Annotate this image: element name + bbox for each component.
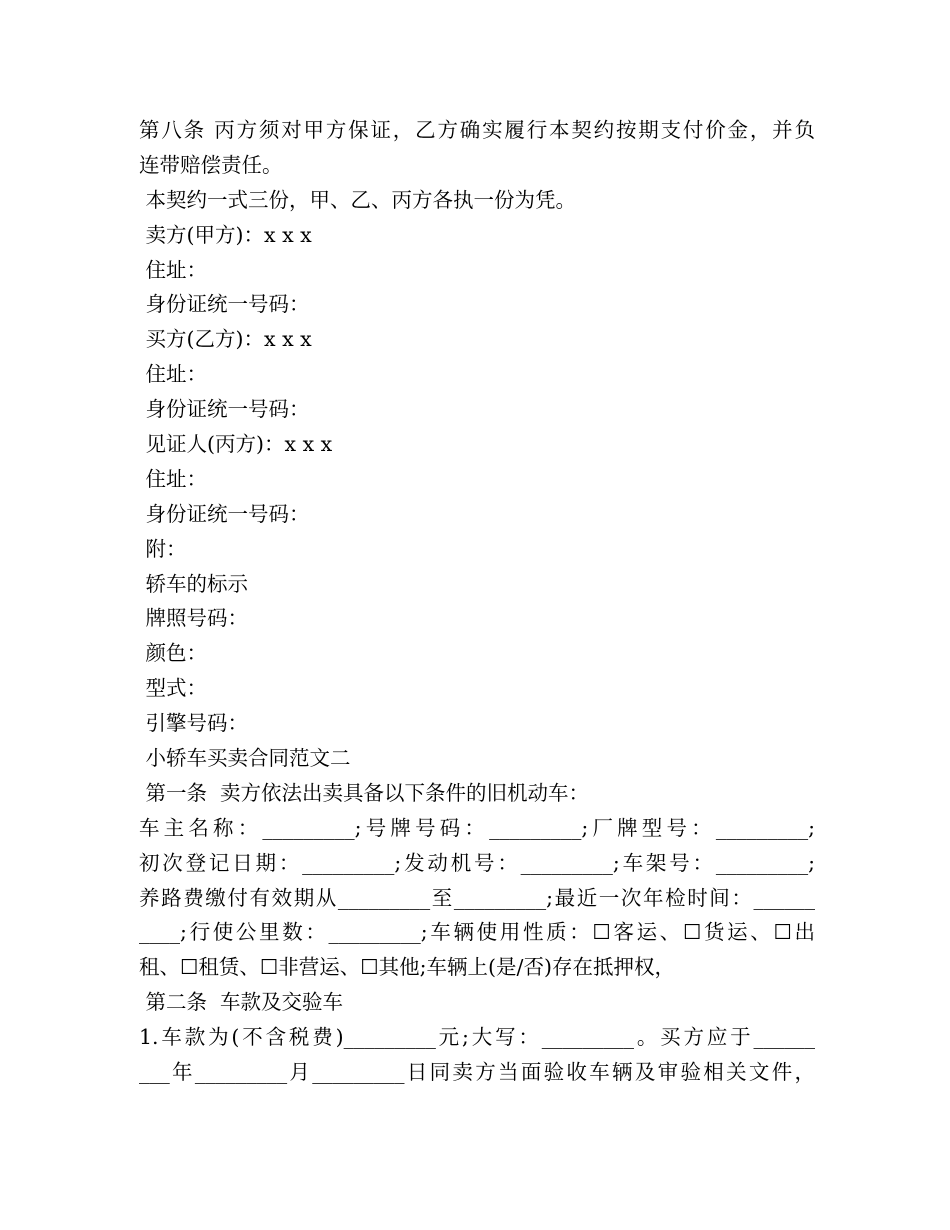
text-line: 卖方(甲方)：x x x <box>139 222 312 247</box>
text-line: 型式： <box>139 676 208 701</box>
form-line: 1.车款为(不含税费)_________元;大写：_________。买方应于______ <box>139 1025 815 1050</box>
form-line: ____;行使公里数：_________;车辆使用性质：☐客运、☐货运、☐出 <box>139 920 815 945</box>
text-line: 牌照号码： <box>139 606 249 631</box>
text-line: 身份证统一号码： <box>139 397 310 422</box>
form-line: 租、☐租赁、☐非营运、☐其他;车辆上(是/否)存在抵押权， <box>139 955 675 980</box>
text-line: 连带赔偿责任。 <box>139 152 283 177</box>
text-line: 引擎号码： <box>139 711 249 736</box>
text-line: 第二条 车款及交验车 <box>139 990 344 1015</box>
text-line: 见证人(丙方)：x x x <box>139 432 333 457</box>
text-line: 身份证统一号码： <box>139 501 310 526</box>
form-line: 车主名称：_________;号牌号码：_________;厂牌型号：_________; <box>139 815 815 840</box>
text-line: 住址： <box>139 257 208 282</box>
text-line: 本契约一式三份，甲、乙、丙方各执一份为凭。 <box>139 187 577 212</box>
text-line: 附： <box>139 536 187 561</box>
form-line: 养路费缴付有效期从_________至_________;最近一次年检时间：______ <box>139 885 815 910</box>
document-body <box>139 113 815 1090</box>
section-heading: 小轿车买卖合同范文二 <box>139 746 351 771</box>
text-line: 第八条 丙方须对甲方保证，乙方确实履行本契约按期支付价金，并负 <box>139 118 815 142</box>
text-line: 住址： <box>139 466 208 491</box>
form-line: ___年_________月_________日同卖方当面验收车辆及审验相关文件， <box>139 1060 815 1085</box>
text-line: 轿车的标示 <box>139 571 249 596</box>
text-line: 身份证统一号码： <box>139 292 310 317</box>
text-line: 住址： <box>139 362 208 387</box>
text-line: 第一条 卖方依法出卖具备以下条件的旧机动车： <box>139 780 590 805</box>
text-line: 颜色： <box>139 641 208 666</box>
text-line: 买方(乙方)：x x x <box>139 327 312 352</box>
form-line: 初次登记日期：_________;发动机号：_________;车架号：_________; <box>139 850 815 875</box>
